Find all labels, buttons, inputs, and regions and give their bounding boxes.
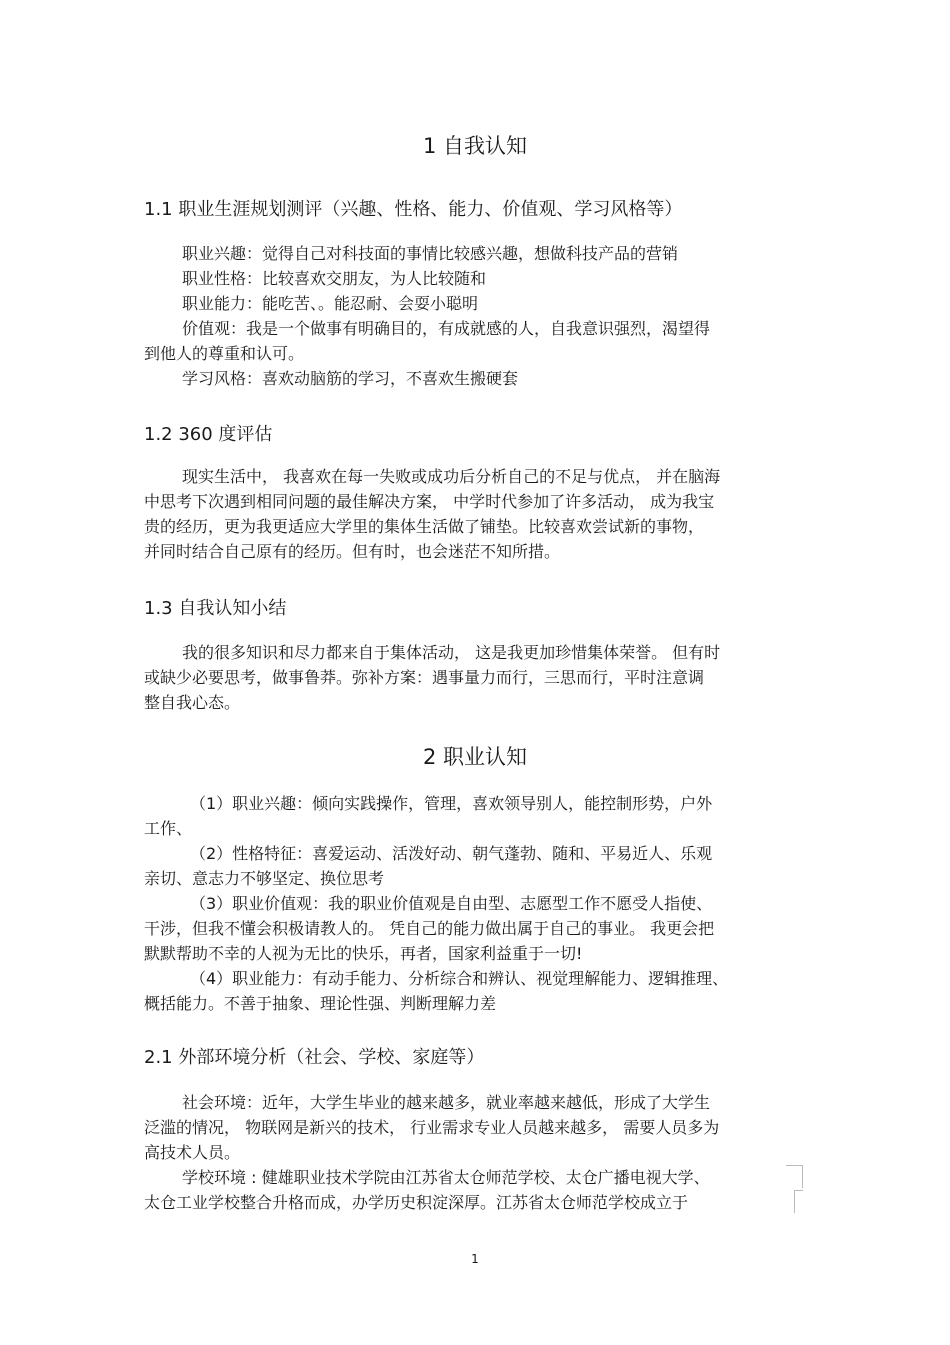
paragraph-1-3 [144, 640, 804, 715]
text-line: 职业能力：能吃苦、。能忍耐、会耍小聪明 [182, 294, 479, 313]
paragraph-1-1 [144, 241, 804, 391]
text-line: 中思考下次遇到相同问题的最佳解决方案， 中学时代参加了许多活动， 成为我宝 [144, 492, 715, 511]
paragraph-2 [144, 791, 804, 1016]
text-line: 整自我心态。 [144, 693, 241, 712]
text-line: 泛滥的情况， 物联网是新兴的技术， 行业需求专业人员越来越多， 需要人员多为 [144, 1118, 720, 1137]
text-line: 现实生活中， 我喜欢在每一失败或成功后分析自己的不足与优点， 并在脑海 [182, 467, 721, 486]
text-line: 高技术人员。 [144, 1143, 241, 1162]
paragraph-2-1 [144, 1090, 804, 1215]
heading-career-cognition: 2 职业认知 [422, 745, 528, 769]
text-line: 学习风格：喜欢动脑筋的学习，不喜欢生搬硬套 [182, 369, 519, 388]
heading-self-cognition: 1 自我认知 [422, 134, 528, 158]
text-line: 干涉，但我不懂会积极请教人的。 凭自己的能力做出属于自己的事业。 我更会把 [144, 919, 715, 938]
heading-1-2: 1.2 360 度评估 [144, 424, 273, 445]
text-line: 职业性格：比较喜欢交朋友，为人比较随和 [182, 269, 487, 288]
text-line: （3）职业价值观：我的职业价值观是自由型、志愿型工作不愿受人指使、 [190, 894, 713, 913]
corner-mark [794, 1190, 803, 1213]
text-line: 学校环境 : 健雄职业技术学院由江苏省太仓师范学校、太仓广播电视大学、 [182, 1168, 710, 1187]
text-line: 概括能力。不善于抽象、理论性强、判断理解力差 [144, 994, 497, 1013]
text-line: （1）职业兴趣：倾向实践操作，管理，喜欢领导别人，能控制形势，户外 [190, 794, 713, 813]
text-line: 社会环境：近年，大学生毕业的越来越多，就业率越来越低，形成了大学生 [182, 1093, 711, 1112]
page-number: 1 [471, 1252, 479, 1266]
corner-mark [786, 1165, 803, 1188]
heading-1-3: 1.3 自我认知小结 [144, 598, 287, 619]
text-line: （4）职业能力：有动手能力、分析综合和辨认、视觉理解能力、逻辑推理、 [190, 969, 729, 988]
text-line: 职业兴趣：觉得自己对科技面的事情比较感兴趣，想做科技产品的营销 [182, 244, 679, 263]
text-line: 我的很多知识和尽力都来自于集体活动， 这是我更加珍惜集体荣誉。 但有时 [182, 643, 721, 662]
paragraph-1-2 [144, 464, 804, 564]
text-line: 价值观：我是一个做事有明确目的，有成就感的人，自我意识强烈，渴望得 [182, 319, 711, 338]
text-line: （2）性格特征：喜爱运动、活泼好动、朝气蓬勃、随和、平易近人、乐观 [190, 844, 713, 863]
text-line: 默默帮助不幸的人视为无比的快乐，再者，国家利益重于一切! [144, 944, 583, 963]
text-line: 亲切、意志力不够坚定、换位思考 [144, 869, 385, 888]
text-line: 或缺少必要思考，做事鲁莽。弥补方案：遇事量力而行，三思而行，平时注意调 [144, 668, 705, 687]
heading-2-1: 2.1 外部环境分析（社会、学校、家庭等） [144, 1047, 485, 1068]
text-line: 贵的经历，更为我更适应大学里的集体生活做了铺垫。比较喜欢尝试新的事物， [144, 517, 705, 536]
heading-1-1: 1.1 职业生涯规划测评（兴趣、性格、能力、价值观、学习风格等） [144, 199, 683, 220]
text-line: 到他人的尊重和认可。 [144, 344, 305, 363]
text-line: 工作、 [144, 819, 193, 838]
text-line: 太仓工业学校整合升格而成，办学历史积淀深厚。江苏省太仓师范学校成立于 [144, 1193, 689, 1212]
text-line: 并同时结合自己原有的经历。但有时，也会迷茫不知所措。 [144, 542, 561, 561]
